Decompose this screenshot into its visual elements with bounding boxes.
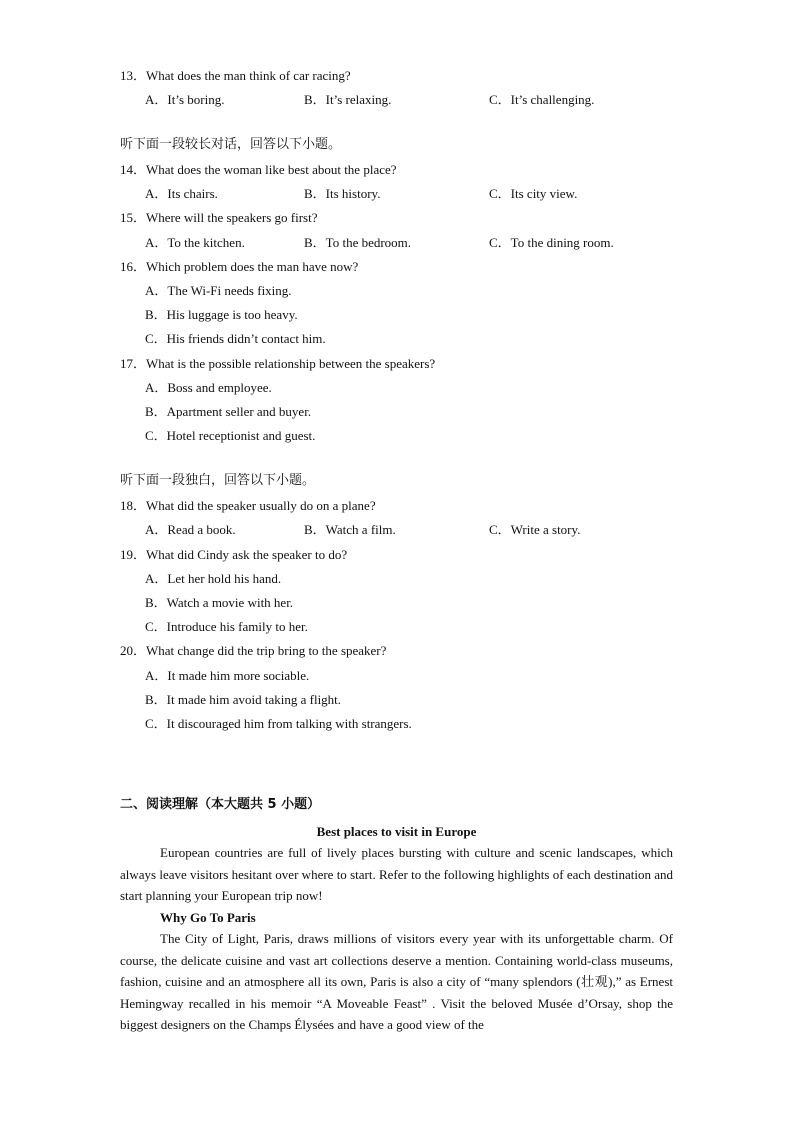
q18-option-c: C．Write a story. (489, 522, 581, 537)
section-title-reading: 二、阅读理解（本大题共 5 小题） (120, 797, 321, 812)
q17-option-b: B．Apartment seller and buyer. (145, 404, 312, 419)
q14-option-b: B．Its history. (304, 186, 381, 201)
question-18: 18．What did the speaker usually do on a plane? (120, 498, 376, 513)
q17-option-c: C．Hotel receptionist and guest. (145, 428, 316, 443)
q20-option-b: B．It made him avoid taking a flight. (145, 692, 342, 707)
q16-option-a: A．The Wi-Fi needs fixing. (145, 283, 292, 298)
q13-option-a: A．It’s boring. (145, 92, 225, 107)
q19-option-c: C．Introduce his family to her. (145, 619, 308, 634)
article-paragraph-intro: European countries are full of lively places bursting with culture and scenic landscapes, which always leave visitors hesitant over where to start. Refer to the following highlights of each destination and start planning your European trip now! (120, 845, 673, 903)
q16-option-b: B．His luggage is too heavy. (145, 307, 298, 322)
q20-option-c: C．It discouraged him from talking with strangers. (145, 716, 412, 731)
q19-option-a: A．Let her hold his hand. (145, 571, 282, 586)
question-14: 14．What does the woman like best about the place? (120, 162, 397, 177)
question-13: 13．What does the man think of car racing? (120, 68, 351, 83)
q17-option-a: A．Boss and employee. (145, 380, 272, 395)
question-16: 16．Which problem does the man have now? (120, 259, 359, 274)
q15-option-a: A．To the kitchen. (145, 235, 245, 250)
question-20: 20．What change did the trip bring to the speaker? (120, 643, 387, 658)
q16-option-c: C．His friends didn’t contact him. (145, 331, 326, 346)
q18-option-a: A．Read a book. (145, 522, 236, 537)
q15-option-b: B．To the bedroom. (304, 235, 412, 250)
monologue-instruction: 听下面一段独白，回答以下小题。 (120, 473, 316, 488)
q14-option-c: C．Its city view. (489, 186, 578, 201)
q13-option-b: B．It’s relaxing. (304, 92, 392, 107)
dialogue-instruction: 听下面一段较长对话，回答以下小题。 (120, 137, 342, 152)
subheading-paris: Why Go To Paris (160, 910, 256, 925)
q20-option-a: A．It made him more sociable. (145, 668, 310, 683)
q14-option-a: A．Its chairs. (145, 186, 218, 201)
question-15: 15．Where will the speakers go first? (120, 210, 318, 225)
q13-option-c: C．It’s challenging. (489, 92, 595, 107)
q19-option-b: B．Watch a movie with her. (145, 595, 294, 610)
q15-option-c: C．To the dining room. (489, 235, 614, 250)
question-17: 17．What is the possible relationship between the speakers? (120, 356, 436, 371)
question-19: 19．What did Cindy ask the speaker to do? (120, 547, 348, 562)
article-paragraph-paris: The City of Light, Paris, draws millions of visitors every year with its unforgettable charm. Of course, the delicate cuisine and vast art collections deserve a mention. Containing world-class museums, fashion, cuisine and an atmosphere all its own, Paris is also a city of “many splendors (壮观),” as Ernest Hemingway recalled in his memoir “A Moveable Feast” . Visit the beloved Musée d’Orsay, shop the biggest designers on the Champs Élysées and have a good view of the (120, 931, 673, 1032)
q18-option-b: B．Watch a film. (304, 522, 396, 537)
article-title: Best places to visit in Europe (316, 824, 477, 839)
